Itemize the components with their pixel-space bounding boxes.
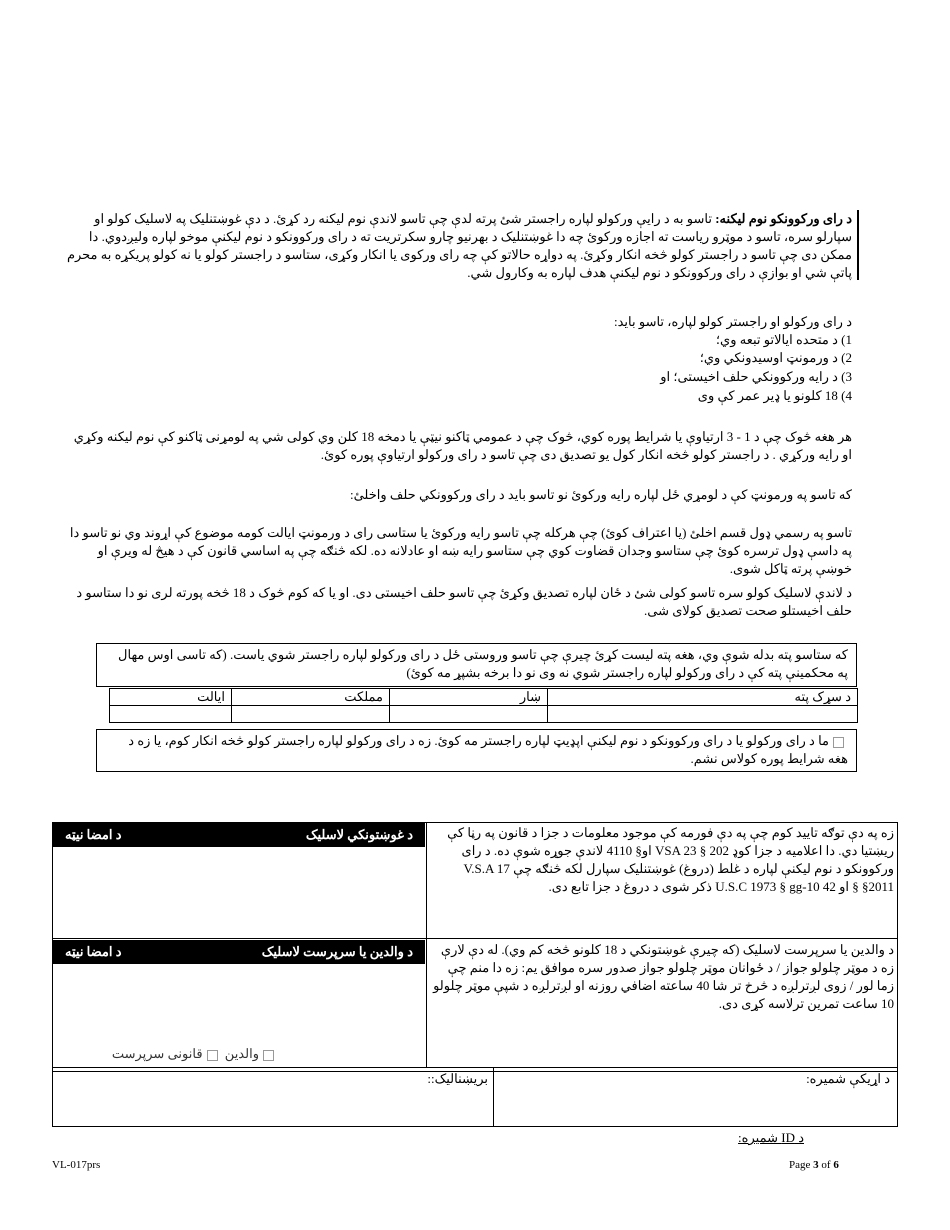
requirement-item-4: 4) 18 کلونو یا ډیر عمر کې وی — [697, 388, 852, 403]
country-header: مملکت — [232, 689, 390, 706]
email-label: بریښنالیک:: — [427, 1071, 488, 1086]
applicant-sig-label: د غوښتونکي لاسلیک — [305, 827, 413, 842]
parent-date-label: د امضا نیټه — [65, 944, 122, 959]
page-word: Page — [789, 1159, 811, 1171]
street-header: د سړک پته — [548, 689, 858, 706]
requirement-item-3: 3) د رایه ورکوونکي حلف اخیستی؛ او — [660, 369, 852, 384]
address-value-row — [110, 706, 858, 723]
city-field[interactable] — [390, 706, 548, 723]
decline-row — [97, 730, 856, 770]
applicant-date-label: د امضا نیټه — [65, 827, 122, 842]
minor-paragraph: د لاندې لاسلیک کولو سره تاسو کولی شئ د ځان لپاره تصدیق وکړئ چې تاسو حلف اخیستی دی. او یا که کوم څوک د 18 څخه پورته لری نو دا ستاسو د حلف اخیستلو صحت تصدیق کولای شی. — [76, 585, 852, 618]
address-table — [109, 688, 858, 723]
signature-row-divider — [52, 938, 898, 939]
page-current: 3 — [813, 1159, 819, 1171]
guardian-option-label: قانونی سرپرست — [111, 1046, 203, 1061]
applicant-certification: زه په دې توګه تایید کوم چې په دې فورمه کې موجود معلومات د جزا د قانون په رڼا کې ریښتیا دي. دا اعلامیه د جزا کوډ VSA 23 § 202 او§ 4110 لاندې جوړه شوې ده. د رای ورکوونکو د نوم لیکنې لپاره د غلط (دروغ) غوښتنلیک سپارل لکه څنګه چې V.S.A 17 §2011 § او 42 U.S.C 1973 § gg-10 ذکر شوی د دروغ د جزا تابع دی. — [447, 825, 894, 894]
id-number-label: د ID شمیره: — [738, 1130, 804, 1145]
contact-number-field[interactable] — [500, 1090, 890, 1124]
form-id: VL-017prs — [52, 1159, 101, 1171]
applicant-signature-field[interactable] — [53, 847, 425, 937]
country-field[interactable] — [232, 706, 390, 723]
applicant-header — [53, 823, 425, 847]
parent-type-options — [58, 1045, 278, 1063]
requirement-item-1: 1) د متحده ایالاتو تبعه وي؛ — [715, 332, 852, 347]
requirements-heading: د رای ورکولو او راجستر کولو لپاره، تاسو باید: — [613, 314, 852, 329]
page-number — [789, 1159, 839, 1171]
parent-checkbox[interactable] — [263, 1050, 274, 1061]
oath-paragraph: تاسو په رسمي ډول قسم اخلئ (یا اعتراف کوئ) چې هرکله چې تاسو رایه ورکوئ یا ستاسی رای د ورمونټ ایالت کومه موضوع کې اړوند وي نو تاسو دا په داسې ډول ترسره کوئ چې ستاسو وجدان قضاوت کوي چې ستاسو رایه ښه او عادلانه ده. لکه څنګه چې په اساسي قانون کې د هیڅ له ویرې او خوښې پرته ټاکل شوی. — [69, 525, 852, 576]
state-field[interactable] — [110, 706, 232, 723]
email-field[interactable] — [58, 1090, 488, 1124]
intro-paragraph — [62, 210, 852, 282]
address-header-row — [110, 689, 858, 706]
street-field[interactable] — [548, 706, 858, 723]
guardian-checkbox[interactable] — [207, 1050, 218, 1061]
intro-title: د رای ورکوونکو نوم لیکنه: — [715, 211, 852, 226]
page-of: of — [821, 1159, 831, 1171]
age-paragraph: هر هغه څوک چې د 1 - 3 ارتیاوې یا شرایط پوره کوي، څوک چې د عمومي ټاکنو نیټې یا دمخه 18 کلن وي کولی شي په لومړنی ټاکنو کې نوم لیکنه وکړي او رایه ورکړي . د راجستر کولو څخه انکار کول یو تصدیق دی چې تاسو د رای ورکولو ارتیاوې پوره کوئ. — [73, 429, 852, 462]
signature-divider — [426, 822, 427, 1067]
parent-sig-label: د والدین یا سرپرست لاسلیک — [261, 944, 413, 959]
state-header: ایالت — [110, 689, 232, 706]
parent-header — [53, 940, 425, 964]
contact-number-label: د اړیکې شمیره: — [806, 1071, 890, 1086]
parent-option-label: والدین — [224, 1046, 259, 1061]
intro-rule — [857, 210, 859, 280]
page-total: 6 — [833, 1159, 839, 1171]
decline-box — [96, 729, 857, 772]
oath-intro: که تاسو په ورمونټ کې د لومړي ځل لپاره رایه ورکوئ نو تاسو باید د رای ورکوونکي حلف واخلئ: — [349, 487, 852, 502]
parent-certification: د والدین یا سرپرست لاسلیک (که چیرې غوښتونکي د 18 کلونو څخه کم وي). له دې لارې زه د موټر چلولو جواز / د ځوانان موټر چلولو جواز صدور سره موافق یم: زه دا منم چې زما لور / زوی لږترلږه د څرخ تر شا 40 ساعته اضافي روزنه او لږترلږه د شپې موټر چلولو 10 ساعت تمرین ترلاسه کړی دی. — [433, 942, 894, 1011]
requirement-item-2: 2) د ورمونټ اوسیدونکي وي؛ — [699, 350, 852, 365]
address-note: که ستاسو پته بدله شوې وي، هغه پته لیست کړئ چیرې چې تاسو وروستی ځل د رای ورکولو لپاره راجستر شوي یاست. (که تاسی اوس مهال په محکمینې پته کې د رای ورکولو لپاره راجستر شوي نه وی نو دا برخه بشپړ مه کوئ) — [118, 647, 848, 680]
intro-text: تاسو به د رایې ورکولو لپاره راجستر شئ پرته لدې چې تاسو لاندې نوم لیکنه رد کړئ. د دې غوښتنلیک په لاسلیک کولو او سپارلو سره، تاسو د موټرو ریاست ته اجازه ورکوئ چه دا غوښتنلیک د بهرنیو چارو سکرتریت ته د رای ورکوونکو د نوم لیکنې موخو لپاره ولیږدوي. دا ممکن دی چې تاسو د راجستر کولو څخه انکار وکړئ. په دواړه حالاتو کې چه رای ورکوی یا انکار وکړی، ستاسو د راجستر کولو یا نه کولو پریکړه به محرم پاتې شي او بوازې د رای ورکوونکو د نوم لیکنې هدف لپاره به وکارول شي. — [66, 211, 852, 280]
decline-checkbox[interactable] — [833, 737, 844, 748]
address-note-box — [96, 643, 857, 687]
city-header: ښار — [390, 689, 548, 706]
parent-signature-field[interactable] — [53, 964, 425, 1034]
decline-text: ما د رای ورکولو یا د رای ورکوونکو د نوم لیکنې اپډیټ لپاره راجستر مه کوئ. زه د رای ورکولو لپاره راجستر کولو څخه انکار کوم، یا زه د هغه شرایط پوره کولاس نشم. — [128, 733, 848, 766]
